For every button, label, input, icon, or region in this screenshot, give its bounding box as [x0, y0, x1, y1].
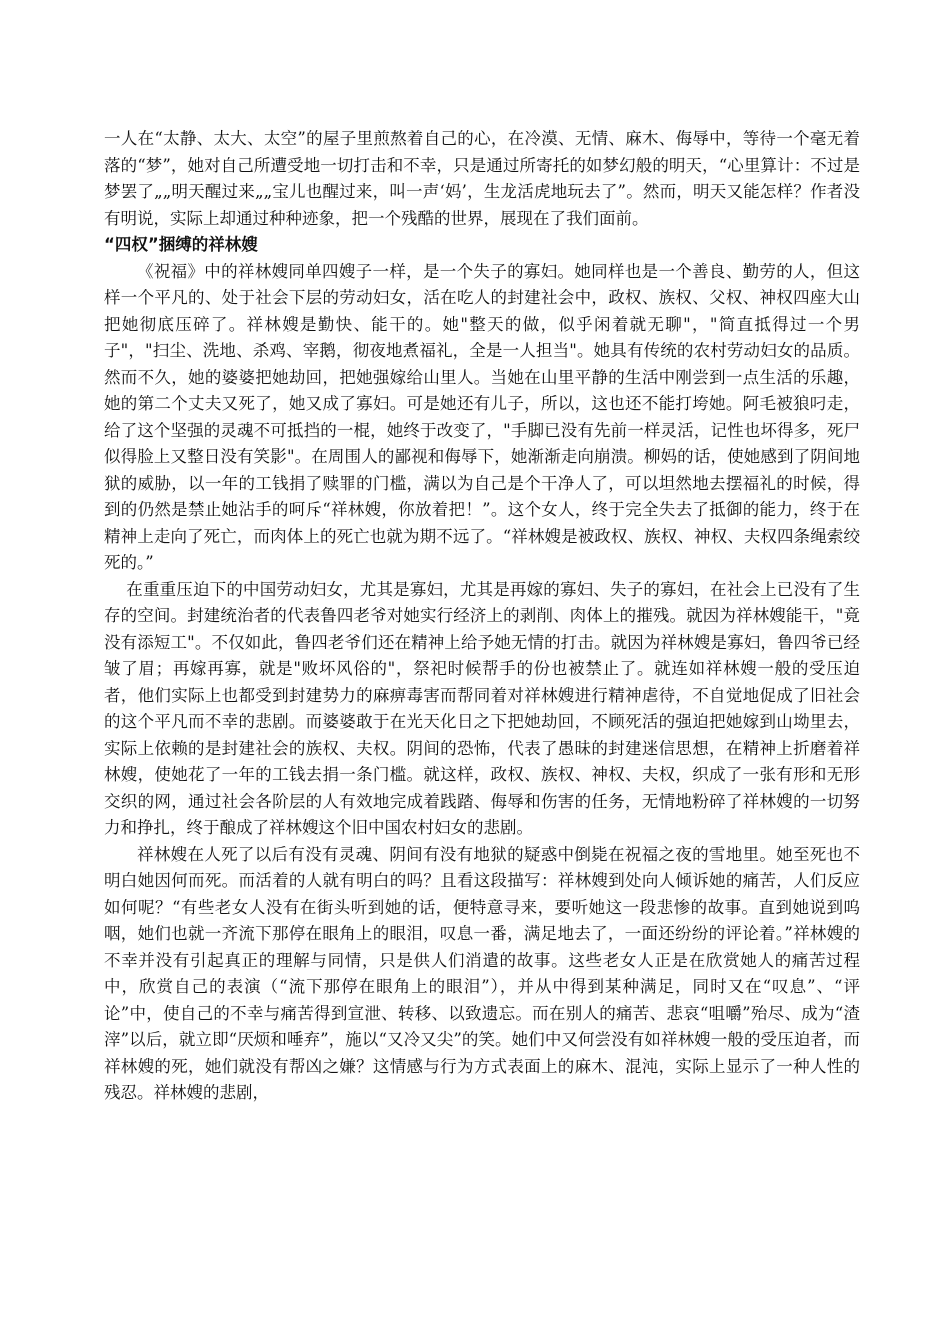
paragraph-oppression-analysis: 在重重压迫下的中国劳动妇女，尤其是寡妇，尤其是再嫁的寡妇、失子的寡妇，在社会上已没有了生存的空间。封建统治者的代表鲁四老爷对她实行经济上的剥削、肉体上的摧残。就因为祥林嫂能干，"竟没有添短工"。不仅如此，鲁四老爷们还在精神上给予她无情的打击。就因为祥林嫂是寡妇，鲁四爷已经皱了眉；再嫁再寡，就是"败坏风俗的"，祭祀时候帮手的份也被禁止了。就连如祥林嫂一般的受压迫者，他们实际上也都受到封建势力的麻痹毒害而帮同着对祥林嫂进行精神虐待，不自觉地促成了旧社会的这个平凡而不幸的悲剧。而婆婆敢于在光天化日之下把她劫回，不顾死活的强迫把她嫁到山坳里去，实际上依赖的是封建社会的族权、夫权。阴间的恐怖，代表了愚昧的封建迷信思想，在精神上折磨着祥林嫂，使她花了一年的工钱去捐一条门槛。就这样，政权、族权、神权、夫权，织成了一张有形和无形交织的网，通过社会各阶层的人有效地完成着践踏、侮辱和伤害的任务，无情地粉碎了祥林嫂的一切努力和挣扎，终于酿成了祥林嫂这个旧中国农村妇女的悲剧。 — [104, 579, 860, 837]
paragraph-intro-continuation: 一人在“太静、太大、太空”的屋子里煎熬着自己的心，在冷漠、无情、麻木、侮辱中，等待一个毫无着落的“梦”，她对自己所遭受地一切打击和不幸，只是通过所寄托的如梦幻般的明天，“心里算计：不过是梦罢了„„明天醒过来„„宝儿也醒过来，叫一声‘妈’，生龙活虎地玩去了”。然而，明天又能怎样？作者没有明说，实际上却通过种种迹象，把一个残酷的世界，展现在了我们面前。 — [104, 129, 860, 228]
document-body — [104, 126, 860, 1107]
paragraph-death-and-society: 祥林嫂在人死了以后有没有灵魂、阴间有没有地狱的疑惑中倒毙在祝福之夜的雪地里。她至死也不明白她因何而死。而活着的人就有明白的吗？且看这段描写：祥林嫂到处向人倾诉她的痛苦，人们反应如何呢？“有些老女人没有在街头听到她的话，便特意寻来，要听她这一段悲惨的故事。直到她说到呜咽，她们也就一齐流下那停在眼角上的眼泪，叹息一番，满足地去了，一面还纷纷的评论着。”祥林嫂的不幸并没有引起真正的理解与同情，只是供人们消遣的故事。这些老女人正是在欣赏她人的痛苦过程中，欣赏自己的表演（“流下那停在眼角上的眼泪”），并从中得到某种满足，同时又在“叹息”、“评论”中，使自己的不幸与痛苦得到宣泄、转移、以致遗忘。而在别人的痛苦、悲哀“咀嚼”殆尽、成为“渣滓”以后，就立即“厌烦和唾弃”，施以“又冷又尖”的笑。她们中又何尝没有如祥林嫂一般的受压迫者，而祥林嫂的死，她们就没有帮凶之嫌？这情感与行为方式表面上的麻木、混沌，实际上显示了一种人性的残忍。祥林嫂的悲剧， — [104, 844, 860, 1102]
section-heading: “四权”捆缚的祥林嫂 — [104, 235, 258, 254]
paragraph-xianglinsao-overview: 《祝福》中的祥林嫂同单四嫂子一样，是一个失子的寡妇。她同样也是一个善良、勤劳的人，但这样一个平凡的、处于社会下层的劳动妇女，活在吃人的封建社会中，政权、族权、父权、神权四座大山把她彻底压碎了。祥林嫂是勤快、能干的。她"整天的做，似乎闲着就无聊"，"简直抵得过一个男子"，"扫尘、洗地、杀鸡、宰鹅，彻夜地煮福礼，全是一人担当"。她具有传统的农村劳动妇女的品质。然而不久，她的婆婆把她劫回，把她强嫁给山里人。当她在山里平静的生活中刚尝到一点生活的乐趣，她的第二个丈夫又死了，她又成了寡妇。可是她还有儿子，所以，这也还不能打垮她。阿毛被狼叼走，给了这个坚强的灵魂不可抵挡的一棍，她终于改变了，"手脚已没有先前一样灵活，记性也坏得多，死尸似得脸上又整日没有笑影"。在周围人的鄙视和侮辱下，她渐渐走向崩溃。柳妈的话，使她感到了阴间地狱的威胁，以一年的工钱捐了赎罪的门槛，满以为自己是个干净人了，可以坦然地去摆福礼的时候，得到的仍然是禁止她沾手的呵斥“祥林嫂，你放着把！”。这个女人，终于完全失去了抵御的能力，终于在精神上走向了死亡，而肉体上的死亡也就为期不远了。“祥林嫂是被政权、族权、神权、夫权四条绳索绞死的。” — [104, 261, 860, 572]
